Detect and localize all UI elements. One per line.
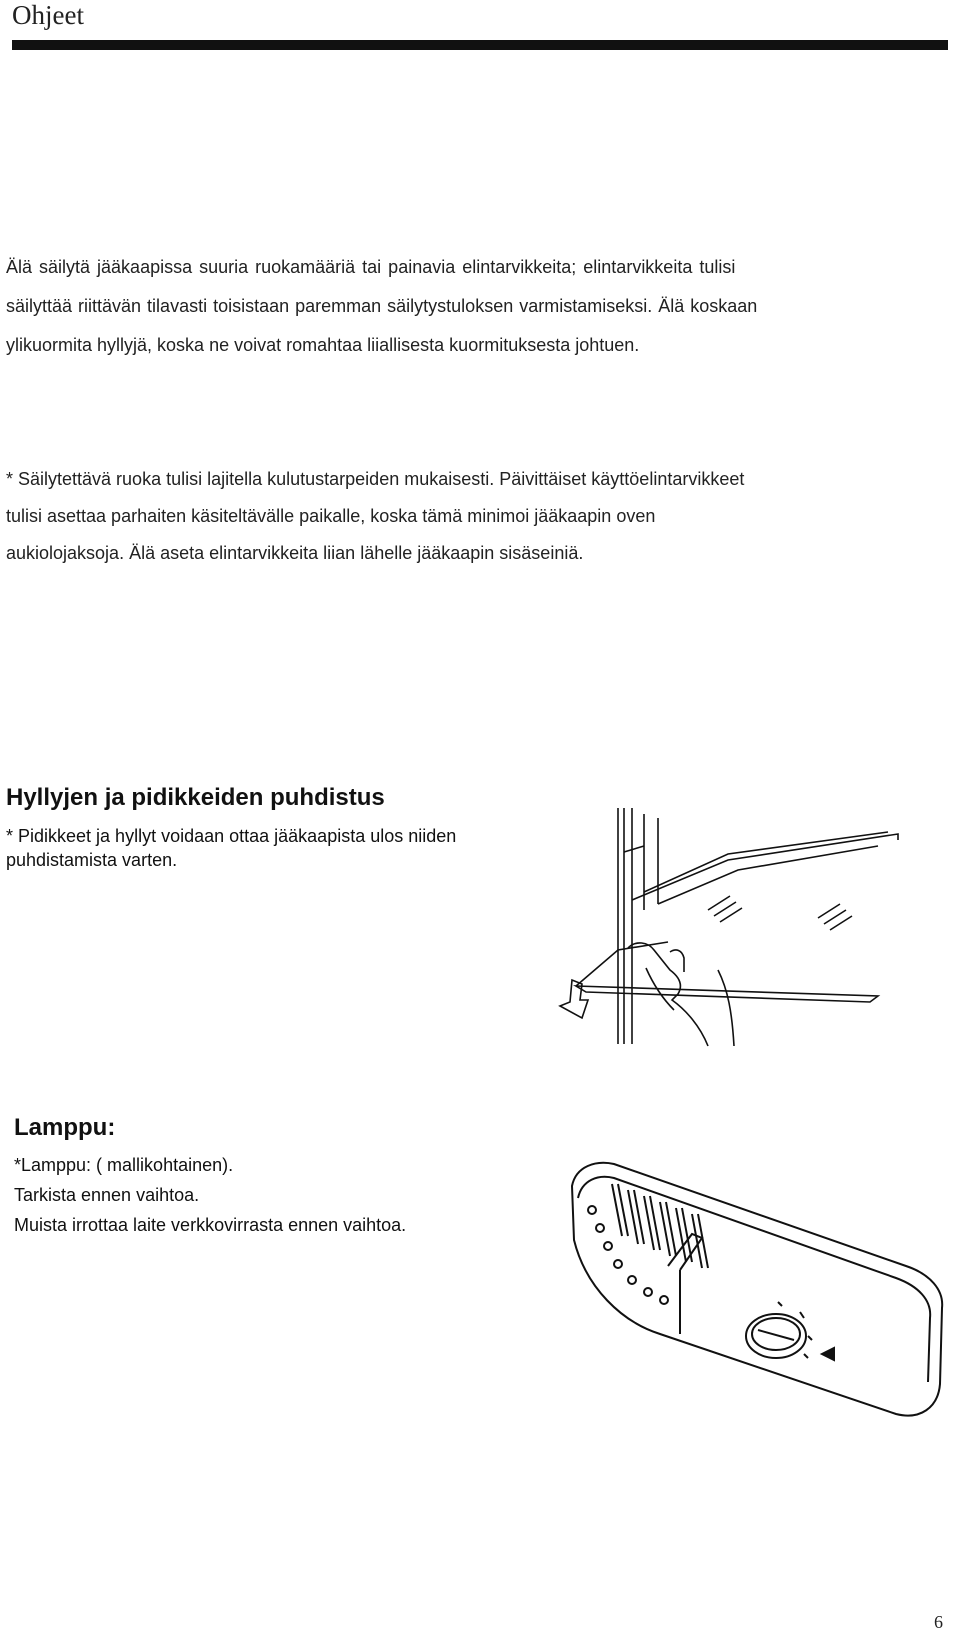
lamp-text bbox=[14, 1150, 406, 1240]
shelf-cleaning-heading: Hyllyjen ja pidikkeiden puhdistus bbox=[6, 784, 385, 811]
intro-line: Älä säilytä jääkaapissa suuria ruokamääriä tai painavia elintarvikkeita; elintarvikkeita tulisi bbox=[6, 257, 736, 277]
storage-line: tulisi asettaa parhaiten käsiteltävälle paikalle, koska tämä minimoi jääkaapin oven bbox=[6, 506, 656, 526]
intro-line: ylikuormita hyllyjä, koska ne voivat romahtaa liiallisesta kuormituksesta johtuen. bbox=[6, 335, 640, 355]
lamp-line: Tarkista ennen vaihtoa. bbox=[14, 1185, 200, 1205]
shelf-removal-illustration bbox=[558, 800, 910, 1048]
storage-line: aukiolojaksoja. Älä aseta elintarvikkeita liian lähelle jääkaapin sisäseiniä. bbox=[6, 543, 584, 563]
lamp-line: Muista irrottaa laite verkkovirrasta ennen vaihtoa. bbox=[14, 1215, 407, 1235]
intro-line: säilyttää riittävän tilavasti toisistaan paremman säilytystuloksen varmistamiseksi. Älä koskaan bbox=[6, 296, 758, 316]
intro-paragraph bbox=[6, 248, 854, 365]
storage-line: * Säilytettävä ruoka tulisi lajitella kulutustarpeiden mukaisesti. Päivittäiset käyttöelintarvikkeet bbox=[6, 469, 745, 489]
page-title: Ohjeet bbox=[12, 0, 84, 30]
page-number: 6 bbox=[934, 1612, 943, 1632]
lamp-housing-illustration bbox=[552, 1158, 950, 1430]
title-divider bbox=[12, 40, 948, 50]
storage-paragraph bbox=[6, 461, 866, 572]
shelf-cleaning-text: * Pidikkeet ja hyllyt voidaan ottaa jääkaapista ulos niiden puhdistamista varten. bbox=[6, 826, 457, 870]
lamp-line: *Lamppu: ( mallikohtainen). bbox=[14, 1155, 234, 1175]
lamp-heading: Lamppu: bbox=[14, 1114, 116, 1141]
